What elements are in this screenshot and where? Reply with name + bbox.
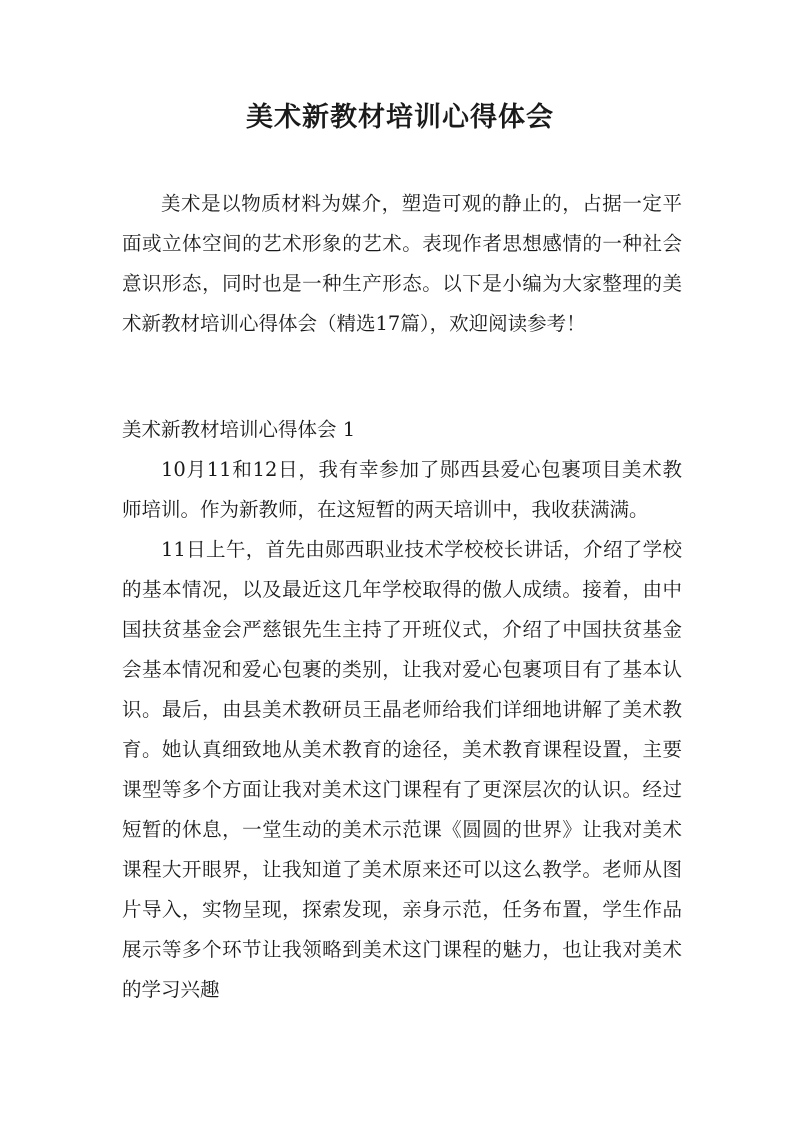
body-paragraph-1: 10月11和12日，我有幸参加了郧西县爱心包裹项目美术教师培训。作为新教师，在这短暂的两天培训中，我收获满满。 <box>122 458 682 521</box>
intro-section <box>122 184 682 344</box>
body-paragraph-2: 11日上午，首先由郧西职业技术学校校长讲话，介绍了学校的基本情况，以及最近这几年学校取得的傲人成绩。接着，由中国扶贫基金会严慈银先生主持了开班仪式，介绍了中国扶贫基金会基本情况和爱心包裹的类别，让我对爱心包裹项目有了基本认识。最后，由县美术教研员王晶老师给我们详细地讲解了美术教育。她认真细致地从美术教育的途径，美术教育课程设置，主要课型等多个方面让我对美术这门课程有了更深层次的认识。经过短暂的休息，一堂生动的美术示范课《圆圆的世界》让我对美术课程大开眼界，让我知道了美术原来还可以这么教学。老师从图片导入，实物呈现，探索发现，亲身示范，任务布置，学生作品展示等多个环节让我领略到美术这门课程的魅力，也让我对美术的学习兴趣 <box>122 538 682 1001</box>
section-heading: 美术新教材培训心得体会 1 <box>122 418 356 441</box>
section-body <box>122 450 682 1010</box>
intro-paragraph: 美术是以物质材料为媒介，塑造可观的静止的，占据一定平面或立体空间的艺术形象的艺术。表现作者思想感情的一种社会意识形态，同时也是一种生产形态。以下是小编为大家整理的美术新教材培训心得体会（精选17篇），欢迎阅读参考！ <box>122 192 682 335</box>
document-title: 美术新教材培训心得体会 <box>246 102 554 133</box>
